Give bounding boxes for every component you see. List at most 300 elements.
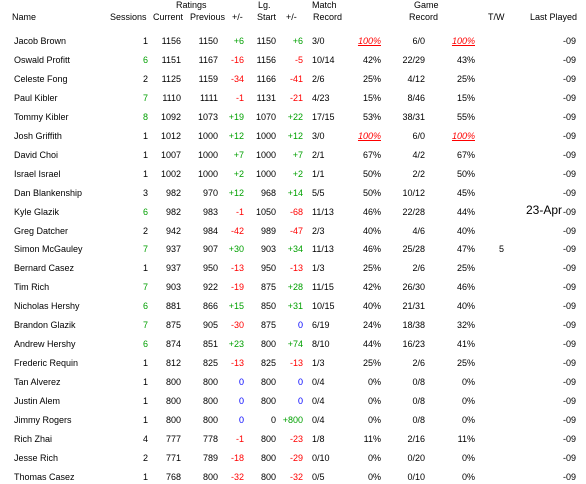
header-current: Current bbox=[153, 12, 184, 22]
last-played-cell: -09 bbox=[562, 358, 576, 369]
player-name: Celeste Fong bbox=[14, 73, 68, 84]
last-played-cell: -09 bbox=[562, 73, 576, 84]
lg-delta-cell: 0 bbox=[297, 377, 303, 388]
sessions-cell: 7 bbox=[142, 92, 148, 103]
table-row bbox=[0, 112, 586, 124]
previous-cell: 866 bbox=[202, 301, 218, 312]
lg-start-cell: 968 bbox=[260, 187, 276, 198]
match-pct-cell: 100% bbox=[357, 130, 381, 141]
sessions-cell: 1 bbox=[142, 377, 148, 388]
game-pct-cell: 50% bbox=[456, 168, 475, 179]
game-pct-cell: 11% bbox=[457, 433, 475, 444]
match-record-cell: 8/10 bbox=[312, 339, 330, 350]
date-cell: 23-Apr bbox=[525, 202, 562, 217]
current-cell: 903 bbox=[165, 282, 181, 293]
last-played-cell: -09 bbox=[562, 36, 576, 46]
lg-delta-cell: -13 bbox=[289, 263, 303, 274]
game-record-cell: 10/12 bbox=[402, 187, 425, 198]
lg-start-cell: 950 bbox=[260, 263, 276, 274]
sessions-cell: 1 bbox=[142, 36, 148, 46]
lg-delta-cell: 0 bbox=[297, 396, 303, 407]
lg-delta-cell: +2 bbox=[292, 168, 303, 179]
rating-delta-cell: +12 bbox=[228, 130, 244, 141]
game-record-cell: 0/10 bbox=[407, 471, 425, 482]
sessions-cell: 1 bbox=[142, 396, 148, 407]
table-row bbox=[0, 263, 586, 275]
match-record-cell: 6/19 bbox=[312, 320, 330, 331]
game-pct-cell: 25% bbox=[456, 358, 475, 369]
match-pct-cell: 0% bbox=[367, 471, 381, 482]
lg-start-cell: 1050 bbox=[255, 206, 276, 217]
sessions-cell: 7 bbox=[142, 320, 148, 331]
header-match-record: Record bbox=[313, 12, 343, 22]
previous-cell: 1167 bbox=[198, 54, 218, 65]
sessions-cell: 3 bbox=[142, 187, 148, 198]
header-top bbox=[0, 0, 586, 12]
last-played-cell: -09 bbox=[562, 339, 576, 350]
previous-cell: 1000 bbox=[197, 130, 218, 141]
last-played-cell: -09 bbox=[562, 377, 576, 388]
game-record-cell: 38/31 bbox=[402, 111, 425, 122]
player-name: Paul Kibler bbox=[14, 92, 58, 103]
sessions-cell: 7 bbox=[142, 244, 148, 255]
lg-start-cell: 1131 bbox=[256, 92, 276, 103]
current-cell: 942 bbox=[165, 225, 181, 236]
match-pct-cell: 44% bbox=[362, 339, 381, 350]
current-cell: 875 bbox=[165, 320, 181, 331]
previous-cell: 1000 bbox=[197, 149, 218, 160]
rating-delta-cell: -13 bbox=[230, 358, 244, 369]
lg-start-cell: 989 bbox=[260, 225, 276, 236]
last-played-cell: -09 bbox=[562, 471, 576, 482]
table-row bbox=[0, 434, 586, 446]
last-played-cell: -09 bbox=[562, 263, 576, 274]
match-record-cell: 4/23 bbox=[312, 92, 330, 103]
previous-cell: 800 bbox=[202, 415, 218, 425]
player-name: Oswald Profitt bbox=[14, 54, 71, 65]
match-record-cell: 2/3 bbox=[312, 225, 325, 236]
header-name: Name bbox=[12, 12, 37, 22]
current-cell: 1110 bbox=[162, 92, 181, 103]
lg-delta-cell: -29 bbox=[289, 452, 303, 463]
current-cell: 812 bbox=[165, 358, 181, 369]
last-played-cell: -09 bbox=[562, 92, 576, 103]
game-record-cell: 2/6 bbox=[412, 263, 425, 274]
sessions-cell: 1 bbox=[142, 130, 148, 141]
header-pm2: +/- bbox=[286, 12, 297, 22]
header-game: Game bbox=[414, 0, 439, 10]
previous-cell: 825 bbox=[202, 358, 218, 369]
game-record-cell: 4/12 bbox=[407, 73, 425, 84]
game-record-cell: 2/16 bbox=[407, 433, 425, 444]
lg-delta-cell: -32 bbox=[289, 471, 303, 482]
previous-cell: 970 bbox=[202, 187, 218, 198]
sessions-cell: 6 bbox=[142, 54, 148, 65]
rating-delta-cell: +23 bbox=[228, 339, 244, 350]
sessions-cell: 2 bbox=[142, 73, 148, 84]
table-row bbox=[0, 358, 586, 370]
last-played-cell: -09 bbox=[562, 130, 576, 141]
rating-delta-cell: +6 bbox=[233, 36, 244, 46]
lg-delta-cell: -5 bbox=[294, 54, 303, 65]
match-record-cell: 10/15 bbox=[312, 301, 335, 312]
match-record-cell: 11/13 bbox=[312, 244, 334, 255]
table-row bbox=[0, 55, 586, 67]
lg-start-cell: 800 bbox=[260, 377, 276, 388]
previous-cell: 789 bbox=[202, 452, 218, 463]
sessions-cell: 7 bbox=[142, 282, 148, 293]
header-sessions: Sessions bbox=[110, 12, 147, 22]
table-row bbox=[0, 244, 586, 256]
match-pct-cell: 50% bbox=[362, 168, 381, 179]
game-pct-cell: 45% bbox=[456, 187, 475, 198]
rating-delta-cell: 0 bbox=[238, 377, 244, 388]
player-name: Andrew Hershy bbox=[14, 339, 76, 350]
previous-cell: 1000 bbox=[197, 168, 218, 179]
lg-delta-cell: +7 bbox=[292, 149, 303, 160]
sessions-cell: 1 bbox=[142, 358, 148, 369]
current-cell: 1002 bbox=[160, 168, 181, 179]
lg-delta-cell: -41 bbox=[289, 73, 303, 84]
last-played-cell: -09 bbox=[562, 54, 576, 65]
match-pct-cell: 25% bbox=[362, 263, 381, 274]
lg-delta-cell: +74 bbox=[287, 339, 303, 350]
player-name: Tim Rich bbox=[14, 282, 50, 293]
game-pct-cell: 44% bbox=[456, 206, 475, 217]
game-pct-cell: 100% bbox=[451, 130, 475, 141]
player-name: Kyle Glazik bbox=[14, 206, 60, 217]
lg-start-cell: 875 bbox=[260, 282, 276, 293]
match-pct-cell: 0% bbox=[367, 377, 381, 388]
current-cell: 800 bbox=[165, 415, 181, 425]
player-name: David Choi bbox=[14, 149, 59, 160]
rating-delta-cell: -13 bbox=[230, 263, 244, 274]
previous-cell: 905 bbox=[202, 320, 218, 331]
player-name: Tommy Kibler bbox=[14, 111, 69, 122]
rating-delta-cell: -18 bbox=[230, 452, 244, 463]
player-name: Justin Alem bbox=[14, 396, 61, 407]
game-record-cell: 6/0 bbox=[412, 36, 425, 46]
game-pct-cell: 43% bbox=[456, 54, 475, 65]
game-pct-cell: 41% bbox=[456, 339, 475, 350]
player-name: Tan Alverez bbox=[14, 377, 61, 388]
current-cell: 881 bbox=[165, 301, 181, 312]
table-row bbox=[0, 36, 586, 48]
table-row bbox=[0, 320, 586, 332]
current-cell: 800 bbox=[165, 396, 181, 407]
game-record-cell: 21/31 bbox=[402, 301, 425, 312]
table-row bbox=[0, 169, 586, 181]
game-record-cell: 18/38 bbox=[402, 320, 425, 331]
rating-delta-cell: -32 bbox=[230, 471, 244, 482]
rating-delta-cell: -1 bbox=[235, 206, 244, 217]
sessions-cell: 6 bbox=[142, 301, 148, 312]
game-record-cell: 8/46 bbox=[407, 92, 425, 103]
previous-cell: 1150 bbox=[198, 36, 218, 46]
table-row bbox=[0, 301, 586, 313]
game-pct-cell: 0% bbox=[461, 471, 475, 482]
current-cell: 771 bbox=[165, 452, 181, 463]
match-record-cell: 0/4 bbox=[312, 396, 325, 407]
current-cell: 982 bbox=[165, 187, 181, 198]
lg-delta-cell: +6 bbox=[292, 36, 303, 46]
match-pct-cell: 0% bbox=[367, 415, 381, 425]
previous-cell: 984 bbox=[202, 225, 218, 236]
previous-cell: 1073 bbox=[197, 111, 218, 122]
game-pct-cell: 55% bbox=[456, 111, 475, 122]
current-cell: 777 bbox=[165, 433, 181, 444]
lg-delta-cell: -47 bbox=[289, 225, 303, 236]
table-row bbox=[0, 131, 586, 143]
match-record-cell: 0/10 bbox=[312, 452, 330, 463]
match-record-cell: 0/5 bbox=[312, 471, 325, 482]
player-name: Jacob Brown bbox=[14, 36, 67, 46]
header-bottom bbox=[0, 12, 586, 24]
lg-start-cell: 1000 bbox=[255, 130, 276, 141]
previous-cell: 800 bbox=[202, 377, 218, 388]
match-record-cell: 3/0 bbox=[312, 130, 325, 141]
player-name: Israel Israel bbox=[14, 168, 61, 179]
game-record-cell: 0/20 bbox=[407, 452, 425, 463]
table-row bbox=[0, 93, 586, 105]
lg-delta-cell: +34 bbox=[287, 244, 303, 255]
table-row bbox=[0, 472, 586, 484]
table-row bbox=[0, 339, 586, 351]
sessions-cell: 6 bbox=[142, 206, 148, 217]
current-cell: 937 bbox=[165, 263, 181, 274]
lg-delta-cell: +12 bbox=[287, 130, 303, 141]
lg-start-cell: 800 bbox=[260, 339, 276, 350]
match-pct-cell: 100% bbox=[357, 36, 381, 46]
match-pct-cell: 25% bbox=[362, 358, 381, 369]
game-pct-cell: 40% bbox=[456, 301, 475, 312]
rating-delta-cell: -1 bbox=[235, 92, 244, 103]
game-pct-cell: 40% bbox=[456, 225, 475, 236]
last-played-cell: -09 bbox=[562, 225, 576, 236]
game-record-cell: 0/8 bbox=[412, 377, 425, 388]
game-record-cell: 25/28 bbox=[402, 244, 425, 255]
match-record-cell: 11/13 bbox=[312, 206, 334, 217]
match-record-cell: 11/15 bbox=[312, 282, 334, 293]
lg-start-cell: 800 bbox=[260, 452, 276, 463]
current-cell: 1092 bbox=[160, 111, 181, 122]
last-played-cell: -09 bbox=[562, 282, 576, 293]
table-row bbox=[0, 226, 586, 238]
game-pct-cell: 32% bbox=[456, 320, 475, 331]
match-record-cell: 5/5 bbox=[312, 187, 325, 198]
game-pct-cell: 15% bbox=[456, 92, 475, 103]
lg-start-cell: 1000 bbox=[255, 149, 276, 160]
last-played-cell: -09 bbox=[562, 206, 576, 217]
tw-cell: 5 bbox=[498, 244, 504, 255]
game-pct-cell: 25% bbox=[456, 73, 475, 84]
last-played-cell: -09 bbox=[562, 111, 576, 122]
header-pm1: +/- bbox=[232, 12, 243, 22]
current-cell: 800 bbox=[165, 377, 181, 388]
table-row bbox=[0, 74, 586, 86]
previous-cell: 778 bbox=[202, 433, 218, 444]
lg-delta-cell: +14 bbox=[287, 187, 303, 198]
lg-start-cell: 903 bbox=[260, 244, 276, 255]
current-cell: 874 bbox=[165, 339, 181, 350]
last-played-cell: -09 bbox=[562, 396, 576, 407]
match-pct-cell: 24% bbox=[362, 320, 381, 331]
sessions-cell: 1 bbox=[142, 263, 148, 274]
lg-start-cell: 1150 bbox=[256, 36, 276, 46]
header-lg: Lg. bbox=[258, 0, 271, 10]
player-name: Thomas Casez bbox=[14, 471, 75, 482]
current-cell: 982 bbox=[165, 206, 181, 217]
game-record-cell: 0/8 bbox=[412, 396, 425, 407]
game-pct-cell: 0% bbox=[461, 452, 475, 463]
rating-delta-cell: -16 bbox=[230, 54, 244, 65]
previous-cell: 922 bbox=[202, 282, 218, 293]
rating-delta-cell: -19 bbox=[230, 282, 244, 293]
table-row bbox=[0, 188, 586, 200]
player-name: Josh Griffith bbox=[14, 130, 62, 141]
match-pct-cell: 0% bbox=[367, 452, 381, 463]
rating-delta-cell: -42 bbox=[230, 225, 244, 236]
current-cell: 937 bbox=[165, 244, 181, 255]
current-cell: 768 bbox=[165, 471, 181, 482]
match-record-cell: 1/3 bbox=[312, 358, 325, 369]
rating-delta-cell: +12 bbox=[228, 187, 244, 198]
game-pct-cell: 0% bbox=[461, 415, 475, 425]
match-record-cell: 2/6 bbox=[312, 73, 325, 84]
rating-delta-cell: +15 bbox=[228, 301, 244, 312]
sessions-cell: 1 bbox=[142, 471, 148, 482]
game-record-cell: 6/0 bbox=[412, 130, 425, 141]
header-match: Match bbox=[312, 0, 337, 10]
sessions-cell: 6 bbox=[142, 339, 148, 350]
lg-delta-cell: +31 bbox=[287, 301, 303, 312]
lg-start-cell: 1156 bbox=[256, 54, 276, 65]
lg-delta-cell: -68 bbox=[289, 206, 303, 217]
previous-cell: 851 bbox=[202, 339, 218, 350]
lg-delta-cell: -13 bbox=[289, 358, 303, 369]
match-pct-cell: 25% bbox=[362, 73, 381, 84]
match-record-cell: 3/0 bbox=[312, 36, 325, 46]
rating-delta-cell: +7 bbox=[233, 149, 244, 160]
player-name: Nicholas Hershy bbox=[14, 301, 80, 312]
lg-start-cell: 1070 bbox=[255, 111, 276, 122]
rating-delta-cell: 0 bbox=[238, 396, 244, 407]
lg-start-cell: 825 bbox=[260, 358, 276, 369]
match-record-cell: 0/4 bbox=[312, 377, 325, 388]
match-pct-cell: 42% bbox=[362, 282, 381, 293]
current-cell: 1012 bbox=[160, 130, 181, 141]
game-record-cell: 4/2 bbox=[412, 149, 425, 160]
match-pct-cell: 46% bbox=[362, 244, 381, 255]
player-name: Brandon Glazik bbox=[14, 320, 76, 331]
lg-delta-cell: +800 bbox=[282, 415, 303, 425]
lg-delta-cell: 0 bbox=[297, 320, 303, 331]
match-pct-cell: 50% bbox=[362, 187, 381, 198]
rating-delta-cell: 0 bbox=[238, 415, 244, 425]
game-pct-cell: 0% bbox=[461, 396, 475, 407]
player-name: Rich Zhai bbox=[14, 433, 53, 444]
lg-start-cell: 800 bbox=[260, 433, 276, 444]
previous-cell: 1159 bbox=[198, 73, 218, 84]
match-pct-cell: 15% bbox=[362, 92, 381, 103]
rating-delta-cell: -1 bbox=[235, 433, 244, 444]
previous-cell: 800 bbox=[202, 471, 218, 482]
header-ratings: Ratings bbox=[176, 0, 207, 10]
lg-start-cell: 800 bbox=[260, 471, 276, 482]
match-pct-cell: 0% bbox=[367, 396, 381, 407]
rating-delta-cell: +19 bbox=[228, 111, 244, 122]
header-start: Start bbox=[257, 12, 277, 22]
current-cell: 1151 bbox=[161, 54, 181, 65]
match-pct-cell: 11% bbox=[363, 433, 381, 444]
lg-start-cell: 1166 bbox=[256, 73, 276, 84]
last-played-cell: -09 bbox=[562, 320, 576, 331]
sessions-cell: 2 bbox=[142, 452, 148, 463]
previous-cell: 950 bbox=[202, 263, 218, 274]
game-record-cell: 2/2 bbox=[412, 168, 425, 179]
last-played-cell: -09 bbox=[562, 433, 576, 444]
rating-delta-cell: +2 bbox=[233, 168, 244, 179]
last-played-cell: -09 bbox=[562, 415, 576, 425]
game-record-cell: 2/6 bbox=[412, 358, 425, 369]
game-record-cell: 16/23 bbox=[402, 339, 425, 350]
header-tw: T/W bbox=[488, 12, 505, 22]
player-name: Bernard Casez bbox=[14, 263, 75, 274]
game-record-cell: 4/6 bbox=[412, 225, 425, 236]
match-record-cell: 1/8 bbox=[312, 433, 325, 444]
rating-delta-cell: -30 bbox=[230, 320, 244, 331]
game-pct-cell: 47% bbox=[456, 244, 475, 255]
last-played-cell: -09 bbox=[562, 452, 576, 463]
sessions-cell: 1 bbox=[142, 168, 148, 179]
sessions-cell: 1 bbox=[142, 415, 148, 425]
header-last-played: Last Played bbox=[530, 12, 578, 22]
game-pct-cell: 0% bbox=[461, 377, 475, 388]
sessions-cell: 2 bbox=[142, 225, 148, 236]
match-record-cell: 1/3 bbox=[312, 263, 325, 274]
table-row bbox=[0, 396, 586, 408]
rating-delta-cell: +30 bbox=[228, 244, 244, 255]
game-record-cell: 22/29 bbox=[402, 54, 425, 65]
previous-cell: 907 bbox=[202, 244, 218, 255]
match-record-cell: 17/15 bbox=[312, 111, 335, 122]
game-record-cell: 22/28 bbox=[402, 206, 425, 217]
last-played-cell: -09 bbox=[562, 187, 576, 198]
last-played-cell: -09 bbox=[562, 244, 576, 255]
last-played-cell: -09 bbox=[562, 149, 576, 160]
current-cell: 1007 bbox=[160, 149, 181, 160]
table-row bbox=[0, 453, 586, 465]
match-record-cell: 2/1 bbox=[312, 149, 325, 160]
current-cell: 1156 bbox=[161, 36, 181, 46]
player-name: Jesse Rich bbox=[14, 452, 59, 463]
lg-start-cell: 800 bbox=[260, 396, 276, 407]
match-record-cell: 0/4 bbox=[312, 415, 325, 425]
previous-cell: 800 bbox=[202, 396, 218, 407]
match-pct-cell: 40% bbox=[362, 301, 381, 312]
previous-cell: 983 bbox=[202, 206, 218, 217]
lg-delta-cell: +28 bbox=[287, 282, 303, 293]
table-row bbox=[0, 202, 586, 219]
rating-delta-cell: -34 bbox=[230, 73, 244, 84]
lg-start-cell: 0 bbox=[270, 415, 276, 425]
game-pct-cell: 46% bbox=[456, 282, 475, 293]
player-name: Simon McGauley bbox=[14, 244, 83, 255]
player-name: Dan Blankenship bbox=[14, 187, 83, 198]
sessions-cell: 8 bbox=[142, 111, 148, 122]
lg-start-cell: 875 bbox=[260, 320, 276, 331]
game-pct-cell: 67% bbox=[456, 149, 475, 160]
